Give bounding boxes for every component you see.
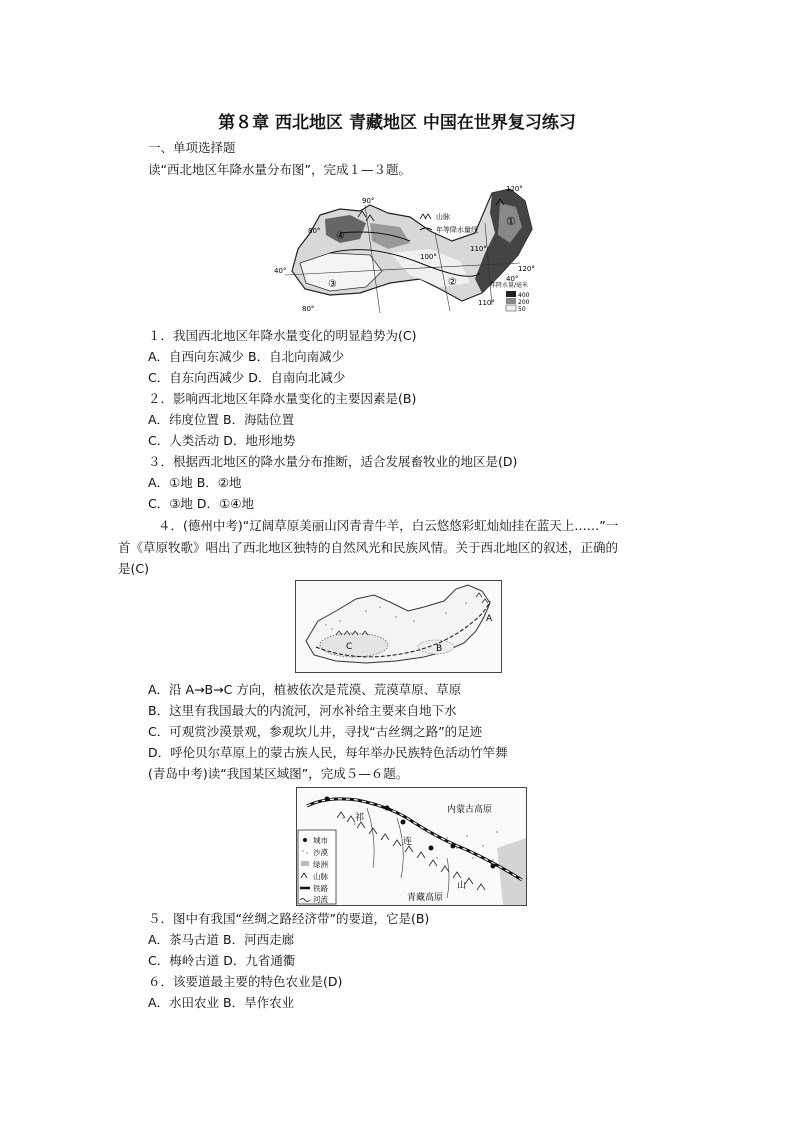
- q2-stem: ２．影响西北地区年降水量变化的主要因素是(B): [148, 391, 417, 406]
- lat-label-40b: 40°: [506, 275, 519, 283]
- q4-line-1: ４．(德州中考)“辽阔草原美丽山冈青青牛羊，白云悠悠彩虹灿灿挂在蓝天上……”一: [158, 518, 619, 533]
- mountain-char-2: 连: [403, 837, 413, 847]
- legend-oasis-icon: [301, 861, 309, 866]
- intro-text-2: (青岛中考)读“我国某区域图”，完成５—６题。: [148, 766, 409, 781]
- q5-options-ab: A．茶马古道 B．河西走廊: [148, 932, 295, 947]
- lon-label-120: 120°: [506, 185, 523, 193]
- q3-stem: ３．根据西北地区的降水量分布推断，适合发展畜牧业的地区是(D): [148, 454, 518, 469]
- hexi-corridor-map: [296, 787, 527, 906]
- q1-options-ab: A．自西向东减少 B．自北向南减少: [148, 349, 345, 364]
- legend-400: 400: [518, 292, 530, 299]
- q1-stem: １．我国西北地区年降水量变化的明显趋势为(C): [148, 328, 417, 343]
- q3-options-cd: C．③地 D．①④地: [148, 496, 254, 511]
- area-marker-4: ④: [336, 231, 345, 242]
- lon-label-120b: 120°: [518, 265, 535, 273]
- q4-line-3: 是(C): [118, 561, 149, 576]
- legend-desert: 沙漠: [313, 848, 328, 857]
- northwest-region-map: [295, 580, 502, 673]
- lat-label-40: 40°: [274, 267, 287, 275]
- q2-options-cd: C．人类活动 D．地形地势: [148, 433, 296, 448]
- lon-label-80: 80°: [308, 227, 321, 235]
- legend-mountain: 山脉: [313, 872, 328, 881]
- legend-swatch-400: [506, 291, 516, 297]
- plateau-north: 内蒙古高原: [447, 805, 493, 815]
- q6-stem: ６．该要道最主要的特色农业是(D): [148, 974, 343, 989]
- lon-label-100: 100°: [420, 253, 437, 261]
- precipitation-map: [270, 183, 535, 315]
- area-marker-3: ③: [328, 279, 337, 290]
- point-a: A: [486, 614, 493, 624]
- q5-stem: ５．图中有我国“丝绸之路经济带”的要道，它是(B): [148, 911, 430, 926]
- lon-label-110a: 110°: [470, 245, 487, 253]
- lon-label-80b: 80°: [302, 305, 315, 313]
- section-heading: 一、单项选择题: [148, 140, 236, 155]
- legend-title: 年降水量/毫米: [490, 282, 529, 289]
- legend-200: 200: [518, 299, 530, 306]
- legend-oasis: 绿洲: [313, 860, 328, 869]
- mountain-legend-icon: [420, 214, 431, 219]
- point-c: C: [346, 642, 353, 652]
- lon-label-90: 90°: [362, 197, 375, 205]
- lon-label-110b: 110°: [478, 299, 495, 307]
- legend-city-icon: [303, 838, 307, 842]
- q4-option-a: A．沿 A→B→C 方向，植被依次是荒漠、荒漠草原、草原: [148, 682, 462, 697]
- legend-city: 城市: [313, 836, 328, 845]
- mountain-char-3: 山: [457, 881, 467, 891]
- q3-options-ab: A．①地 B．②地: [148, 475, 242, 490]
- q6-options-ab: A．水田农业 B．旱作农业: [148, 995, 295, 1010]
- plateau-south: 青藏高原: [407, 893, 444, 903]
- legend-river: 河流: [313, 895, 328, 904]
- legend-50: 50: [518, 306, 526, 313]
- intro-text-1: 读“西北地区年降水量分布图”，完成１—３题。: [148, 162, 411, 177]
- mountain-char-1: 祁: [355, 813, 365, 823]
- legend-mountain: 山脉: [436, 213, 450, 221]
- q4-line-2: 首《草原牧歌》唱出了西北地区独特的自然风光和民族风情。关于西北地区的叙述，正确的: [118, 540, 619, 555]
- legend-isohyet: 年等降水量线: [436, 226, 478, 234]
- q2-options-ab: A．纬度位置 B．海陆位置: [148, 412, 295, 427]
- area-marker-2: ②: [448, 277, 457, 288]
- q4-option-d: D．呼伦贝尔草原上的蒙古族人民，每年举办民族特色活动竹竿舞: [148, 745, 508, 760]
- q1-options-cd: C．自东向西减少 D．自南向北减少: [148, 370, 346, 385]
- legend-swatch-200: [506, 298, 516, 304]
- point-b: B: [436, 644, 443, 654]
- legend-swatch-50: [506, 305, 516, 311]
- q4-option-c: C．可观赏沙漠景观，参观坎儿井，寻找“古丝绸之路”的足迹: [148, 724, 483, 739]
- q5-options-cd: C．梅岭古道 D．九省通衢: [148, 953, 296, 968]
- area-marker-1: ①: [506, 215, 516, 228]
- page-title: 第８章 西北地区 青藏地区 中国在世界复习练习: [218, 113, 576, 133]
- q4-option-b: B．这里有我国最大的内流河，河水补给主要来自地下水: [148, 703, 457, 718]
- legend-railway: 铁路: [313, 884, 328, 893]
